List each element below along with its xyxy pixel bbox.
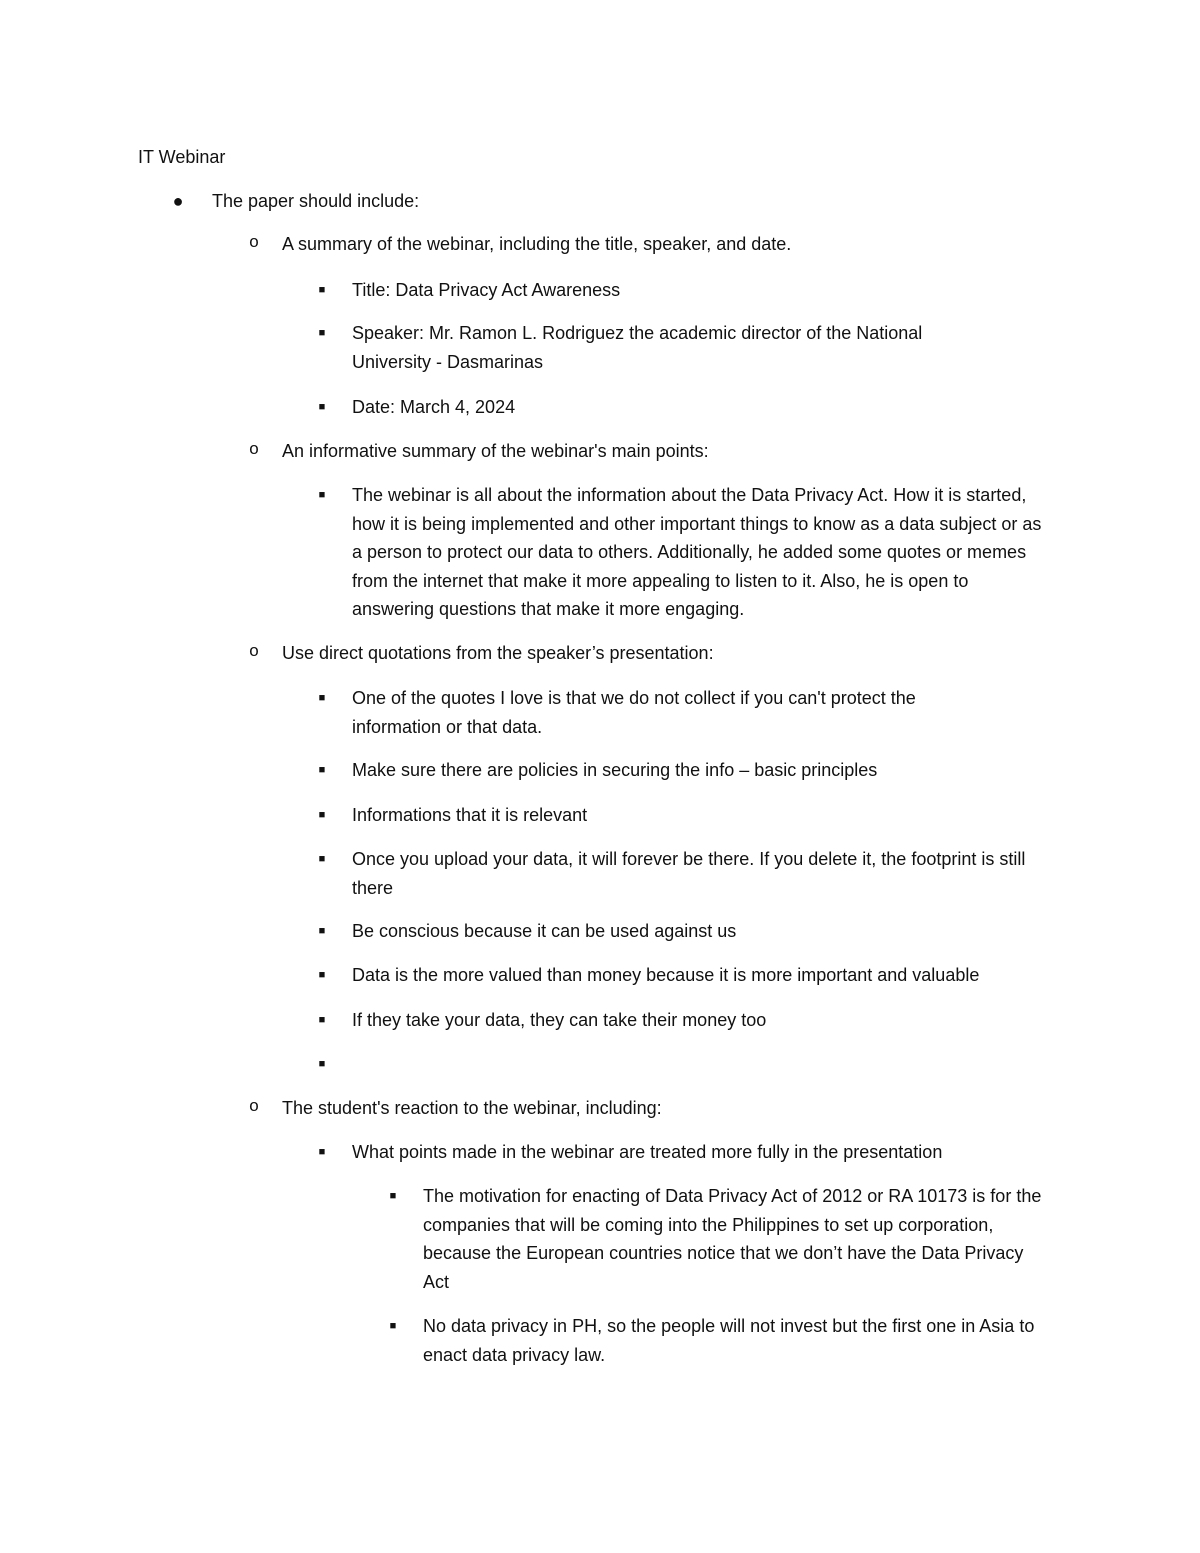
quote-text: One of the quotes I love is that we do not collect if you can't protect the information or that data. (352, 688, 916, 737)
quote-text: Once you upload your data, it will forever be there. If you delete it, the footprint is still there (352, 849, 1026, 898)
square-bullet-icon: ■ (389, 1190, 397, 1202)
intro-text: The paper should include: (212, 191, 420, 211)
circle-bullet-icon: o (248, 234, 260, 253)
quotations-heading: Use direct quotations from the speaker’s presentation: (282, 643, 714, 663)
square-bullet-icon: ■ (389, 1320, 397, 1332)
circle-bullet-icon: o (248, 441, 260, 460)
square-bullet-icon: ■ (318, 489, 326, 501)
title-line: Title: Data Privacy Act Awareness (352, 280, 621, 300)
square-bullet-icon: ■ (318, 1014, 326, 1026)
reaction-heading: The student's reaction to the webinar, including: (282, 1098, 662, 1118)
list-item-main-points-body (318, 481, 1052, 624)
main-points-heading: An informative summary of the webinar's main points: (282, 441, 709, 461)
circle-bullet-icon: o (248, 643, 260, 662)
reaction-point-text: No data privacy in PH, so the people will not invest but the first one in Asia to enact data privacy law. (423, 1316, 1035, 1365)
list-item-reaction-point (389, 1312, 1043, 1369)
square-bullet-icon: ■ (318, 853, 326, 865)
list-item-quote (318, 1006, 1072, 1035)
circle-bullet-icon: o (248, 1098, 260, 1117)
quote-text: Informations that it is relevant (352, 805, 588, 825)
list-item-quote (318, 845, 1062, 902)
list-item-quote (318, 756, 1072, 785)
list-item-quote (318, 917, 1072, 946)
square-bullet-icon: ■ (318, 327, 326, 339)
quote-text: If they take your data, they can take their money too (352, 1010, 767, 1030)
square-bullet-icon: ■ (318, 969, 326, 981)
list-item-quote (318, 961, 1072, 990)
list-item-quotations-heading (248, 639, 1082, 668)
list-item-intro (172, 187, 1072, 216)
square-bullet-icon: ■ (318, 764, 326, 776)
square-bullet-icon: ■ (318, 925, 326, 937)
list-item-reaction-subheading (318, 1138, 1072, 1167)
list-item-quote (318, 684, 1002, 741)
date-line: Date: March 4, 2024 (352, 397, 516, 417)
square-bullet-icon: ■ (318, 1146, 326, 1158)
square-bullet-icon: ■ (318, 1058, 326, 1070)
square-bullet-icon: ■ (318, 284, 326, 296)
main-points-body: The webinar is all about the information about the Data Privacy Act. How it is started, how it is being implemented and other important things to know as a data subject or as a person to protect our data to others. Additionally, he added some quotes or memes from the internet that make it more appealing to listen to it. Also, he is open to answering questions that make it more engaging. (352, 485, 1042, 619)
list-item-reaction-point (389, 1182, 1053, 1296)
speaker-line: Speaker: Mr. Ramon L. Rodriguez the academic director of the National University - Dasmarinas (352, 323, 923, 372)
document-title: IT Webinar (138, 147, 226, 167)
list-item-quote (318, 801, 1072, 830)
square-bullet-icon: ■ (318, 401, 326, 413)
quote-text: Data is the more valued than money because it is more important and valuable (352, 965, 980, 985)
square-bullet-icon: ■ (318, 692, 326, 704)
square-bullet-icon: ■ (318, 809, 326, 821)
list-item-reaction-heading (248, 1094, 1082, 1123)
reaction-subheading: What points made in the webinar are treated more fully in the presentation (352, 1142, 943, 1162)
list-item-date (318, 393, 1072, 422)
bullet-icon: ● (172, 191, 184, 211)
reaction-point-text: The motivation for enacting of Data Privacy Act of 2012 or RA 10173 is for the companies that will be coming into the Philippines to set up corporation, because the European countries notice that we don’t have the Data Privacy Act (423, 1186, 1042, 1292)
list-item-main-points-heading (248, 437, 1082, 466)
quote-text: Make sure there are policies in securing the info – basic principles (352, 760, 878, 780)
list-item-title (318, 276, 1072, 305)
list-item-summary-heading (248, 230, 1082, 259)
summary-heading: A summary of the webinar, including the title, speaker, and date. (282, 234, 792, 254)
quote-text: Be conscious because it can be used against us (352, 921, 737, 941)
list-item-speaker (318, 319, 992, 376)
